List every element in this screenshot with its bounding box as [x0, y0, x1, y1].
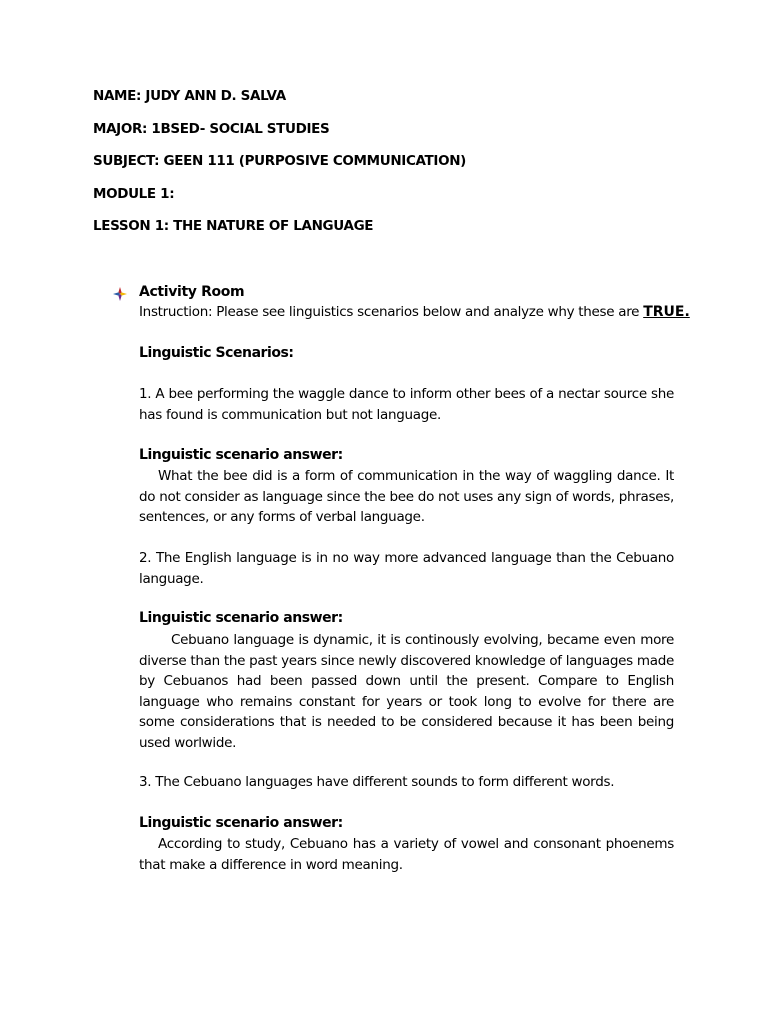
instruction-emphasis: TRUE. [643, 304, 690, 320]
scenario-3-answer: According to study, Cebuano has a variety of vowel and consonant phoenems that make a difference in word meaning. [139, 836, 674, 873]
scenario-1-question: 1. A bee performing the waggle dance to inform other bees of a nectar source she has found is communication but not language. [139, 386, 674, 423]
scenario-2-question: 2. The English language is in no way more advanced language than the Cebuano language. [139, 550, 674, 587]
subject-line: SUBJECT: GEEN 111 (PURPOSIVE COMMUNICATION) [93, 153, 466, 169]
instruction-prefix: Instruction: Please see linguistics scenarios below and analyze why these are [139, 304, 644, 320]
lesson-line: LESSON 1: THE NATURE OF LANGUAGE [93, 218, 374, 234]
scenario-3-question: 3. The Cebuano languages have different sounds to form different words. [139, 774, 615, 790]
module-line: MODULE 1: [93, 186, 175, 202]
scenario-3-answer-label: Linguistic scenario answer: [139, 815, 343, 831]
activity-title: Activity Room [139, 284, 245, 300]
scenario-2-answer-label: Linguistic scenario answer: [139, 610, 343, 626]
scenarios-heading: Linguistic Scenarios: [139, 345, 294, 361]
student-major: MAJOR: 1BSED- SOCIAL STUDIES [93, 121, 330, 137]
scenario-1-answer-label: Linguistic scenario answer: [139, 447, 343, 463]
instruction-text [139, 303, 690, 321]
scenario-1-answer: What the bee did is a form of communication in the way of waggling dance. It do not consider as language since the bee do not uses any sign of words, phrases, sentences, or any forms of verbal language. [139, 468, 674, 525]
scenario-2-answer: Cebuano language is dynamic, it is continously evolving, became even more diverse than the past years since newly discovered knowledge of languages made by Cebuanos had been passed down until the present. Compare to English language who remains constant for years or took long to evolve for there are some considerations that is needed to be considered because it has been being used worlwide. [139, 632, 675, 751]
student-name: NAME: JUDY ANN D. SALVA [93, 88, 286, 104]
four-point-star-bullet-icon [113, 287, 127, 301]
